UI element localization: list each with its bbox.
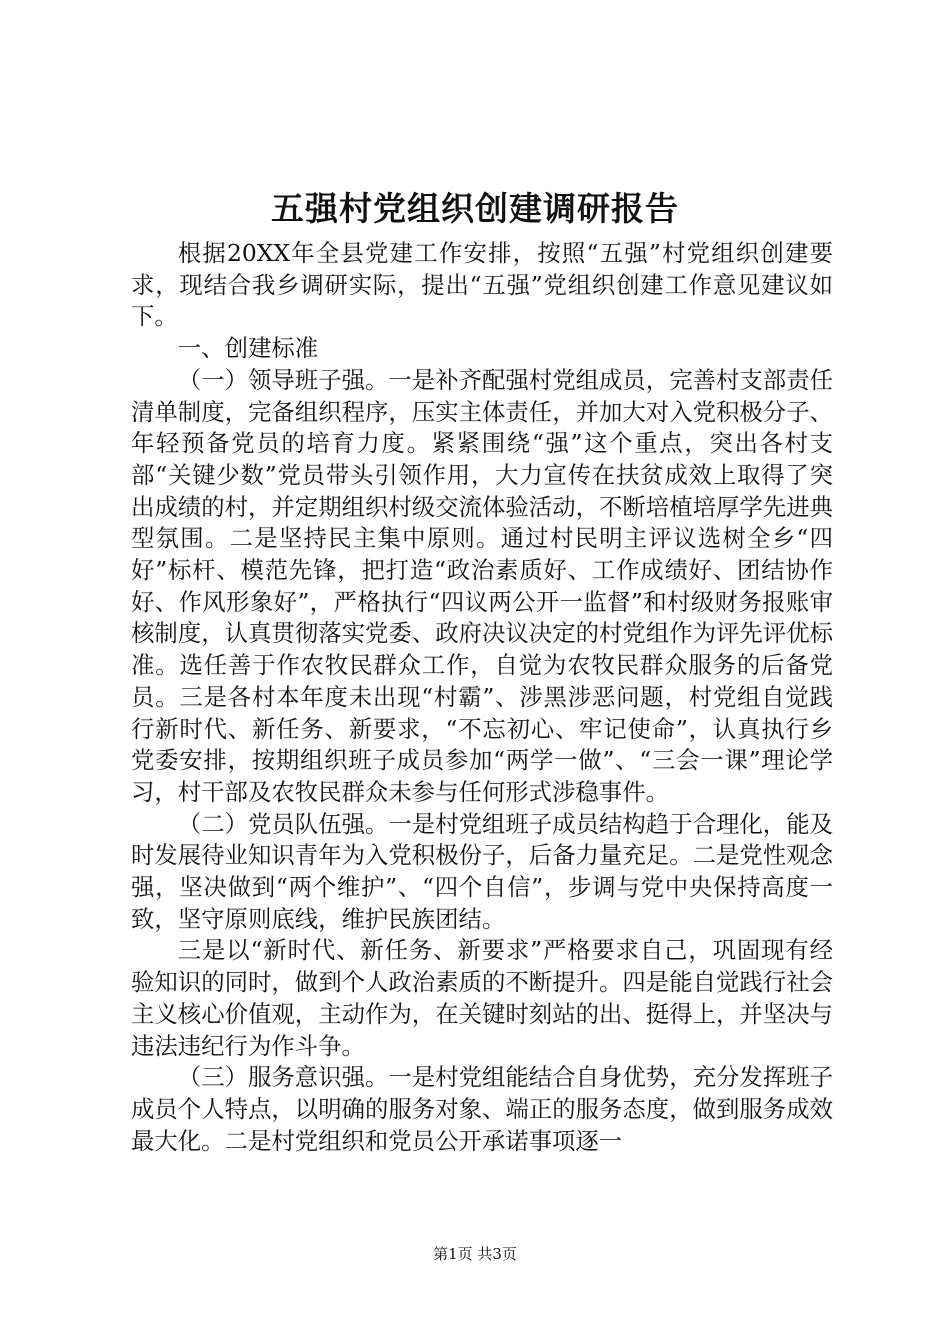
paragraph-party-members: （二）党员队伍强。一是村党组班子成员结构趋于合理化，能及时发展待业知识青年为入党积极份子，后备力量充足。二是党性观念强，坚决做到“两个维护”、“四个自信”，步调与党中央保持高度一致，坚守原则底线，维护民族团结。 xyxy=(131,809,833,933)
paragraph-intro: 根据20XX年全县党建工作安排，按照“五强”村党组织创建要求，现结合我乡调研实际，提出“五强”党组织创建工作意见建议如下。 xyxy=(131,239,833,331)
paragraph-service: （三）服务意识强。一是村党组能结合自身优势，充分发挥班子成员个人特点，以明确的服务对象、端正的服务态度，做到服务成效最大化。二是村党组织和党员公开承诺事项逐一 xyxy=(131,1063,833,1155)
page-title: 五强村党组织创建调研报告 xyxy=(271,189,679,228)
page-number-footer: 第1页 共3页 xyxy=(433,1245,517,1263)
document-body xyxy=(131,238,833,1157)
paragraph-leadership: （一）领导班子强。一是补齐配强村党组成员，完善村支部责任清单制度，完备组织程序，压实主体责任，并加大对入党积极分子、年轻预备党员的培育力度。紧紧围绕“强”这个重点，突出各村支部“关键少数”党员带头引领作用，大力宣传在扶贫成效上取得了突出成绩的村，并定期组织村级交流体验活动，不断培植培厚学先进典型氛围。二是坚持民主集中原则。通过村民明主评议选树全乡“四好”标杆、模范先锋，把打造“政治素质好、工作成绩好、团结协作好、作风形象好”，严格执行“四议两公开一监督”和村级财务报账审核制度，认真贯彻落实党委、政府决议决定的村党组作为评先评优标准。选任善于作农牧民群众工作，自觉为农牧民群众服务的后备党员。三是各村本年度未出现“村霸”、涉黑涉恶问题，村党组自觉践行新时代、新任务、新要求，“不忘初心、牢记使命”，认真执行乡党委安排，按期组织班子成员参加“两学一做”、“三会一课”理论学习，村干部及农牧民群众未参与任何形式涉稳事件。 xyxy=(131,365,833,806)
section-heading: 一、创建标准 xyxy=(177,334,319,363)
paragraph-party-members-cont: 三是以“新时代、新任务、新要求”严格要求自己，巩固现有经验知识的同时，做到个人政治素质的不断提升。四是能自觉践行社会主义核心价值观，主动作为，在关键时刻站的出、挺得上，并坚决与违法违纪行为作斗争。 xyxy=(131,936,833,1060)
